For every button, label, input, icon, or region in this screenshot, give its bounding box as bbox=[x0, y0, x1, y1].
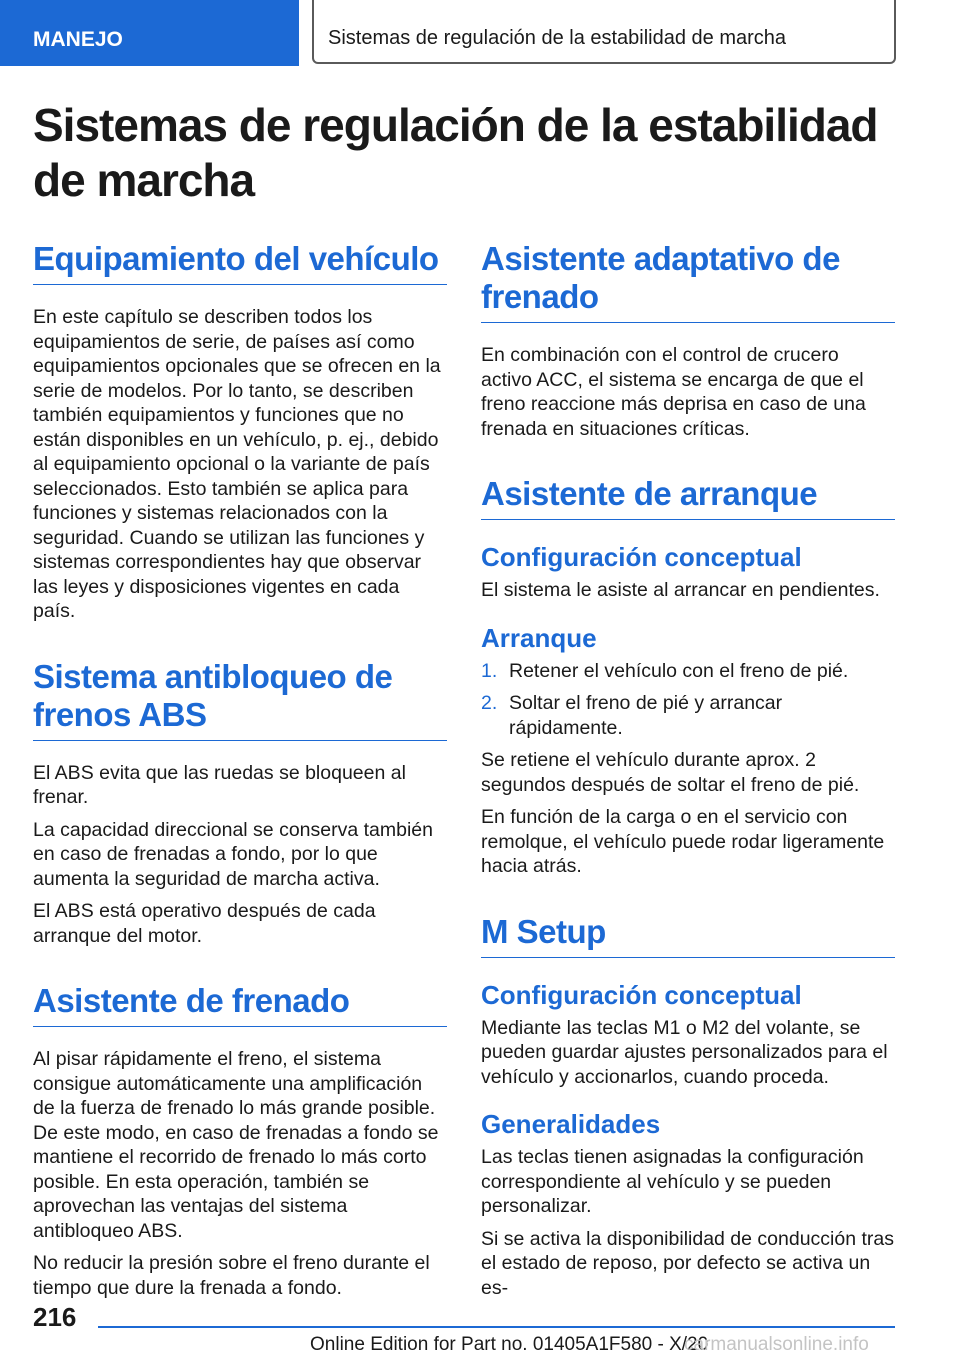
section-heading: Asistente de frenado bbox=[33, 982, 447, 1027]
subsection-generalidades bbox=[481, 1107, 895, 1300]
list-item bbox=[481, 659, 895, 684]
paragraph: Se retiene el vehículo durante aprox. 2 segundos después de soltar el freno de pié. bbox=[481, 749, 860, 796]
step-text: Retener el vehículo con el freno de pié. bbox=[509, 659, 849, 682]
section-heading: Asistente adaptativo de frenado bbox=[481, 240, 895, 323]
step-text: Soltar el freno de pié y arrancar rápidamente. bbox=[509, 692, 783, 739]
section-m-setup bbox=[481, 913, 895, 1301]
section-heading: Asistente de arranque bbox=[481, 475, 895, 520]
subsection-configuracion bbox=[481, 978, 895, 1090]
subsection-heading: Configuración conceptual bbox=[481, 542, 802, 572]
section-heading: Sistema antibloqueo de frenos ABS bbox=[33, 658, 447, 741]
paragraph: En este capítulo se describen todos los equipamientos de serie, de países así como equipamientos opcionales que se ofrecen en la serie de modelos. Por lo tanto, se describen también equipamientos y funciones que no están disponibles en un vehículo, p. ej., debido al equipamiento opcional o la variante de país seleccionados. Esto también se aplica para funciones y sistemas relacionados con la seguridad. Cuando se utilizan las funciones y sistemas correspondientes hay que observar las leyes y disposiciones vigentes en cada país. bbox=[33, 306, 441, 622]
section-heading: M Setup bbox=[481, 913, 895, 958]
paragraph: La capacidad direccional se conserva también en caso de frenadas a fondo, por lo que aumenta la seguridad de marcha activa. bbox=[33, 818, 433, 890]
step-number: 2. bbox=[481, 692, 498, 714]
section-asistente-arranque bbox=[481, 475, 895, 879]
right-column bbox=[481, 240, 895, 1334]
section-abs bbox=[33, 658, 447, 949]
chapter-tab: Sistemas de regulación de la estabilidad de marcha bbox=[312, 0, 896, 64]
paragraph: No reducir la presión sobre el freno durante el tiempo que dure la frenada a fondo. bbox=[33, 1252, 430, 1299]
section-heading: Equipamiento del vehículo bbox=[33, 240, 447, 285]
left-column bbox=[33, 240, 447, 1334]
paragraph: Mediante las teclas M1 o M2 del volante, se pueden guardar ajustes personalizados para el vehículo y accionarlos, cuando proceda. bbox=[481, 1016, 888, 1088]
section-equipamiento bbox=[33, 240, 447, 624]
paragraph: El ABS está operativo después de cada arranque del motor. bbox=[33, 900, 376, 947]
paragraph: En combinación con el control de crucero activo ACC, el sistema se encarga de que el freno reaccione más deprisa en caso de una frenada en situaciones críticas. bbox=[481, 344, 866, 440]
page-title: Sistemas de regulación de la estabilidad de marcha bbox=[33, 99, 878, 206]
page-number: 216 bbox=[33, 1302, 77, 1332]
step-number: 1. bbox=[481, 659, 498, 682]
paragraph: El sistema le asiste al arrancar en pendientes. bbox=[481, 579, 880, 601]
paragraph: Al pisar rápidamente el freno, el sistema consigue automáticamente una amplificación de la fuerza de frenado lo más grande posible. De este modo, en caso de frenadas a fondo se mantiene el recorrido de frenado lo más corto posible. En esta operación, también se aprovechan las ventajas del sistema antibloqueo ABS. bbox=[33, 1048, 439, 1242]
paragraph: Las teclas tienen asignadas la configuración correspondiente al vehículo y se pueden personalizar. bbox=[481, 1146, 864, 1217]
steps-list bbox=[481, 659, 895, 741]
footer-divider bbox=[98, 1326, 895, 1328]
paragraph: En función de la carga o en el servicio con remolque, el vehículo puede rodar ligeramente hacia atrás. bbox=[481, 806, 885, 877]
section-tab: MANEJO bbox=[0, 0, 299, 66]
subsection-configuracion bbox=[481, 540, 895, 603]
watermark: carmanualsonline.info bbox=[684, 1334, 869, 1355]
subsection-arranque bbox=[481, 621, 895, 879]
subsection-heading: Configuración conceptual bbox=[481, 979, 802, 1010]
paragraph: El ABS evita que las ruedas se bloqueen al frenar. bbox=[33, 761, 406, 808]
list-item bbox=[481, 691, 895, 740]
edition-note: Online Edition for Part no. 01405A1F580 - X/20 bbox=[310, 1334, 709, 1355]
subsection-heading: Arranque bbox=[481, 622, 597, 653]
paragraph: Si se activa la disponibilidad de conducción tras el estado de reposo, por defecto se activa un es- bbox=[481, 1227, 894, 1299]
section-asistente-adaptativo bbox=[481, 240, 895, 441]
subsection-heading: Generalidades bbox=[481, 1109, 661, 1139]
section-asistente-frenado bbox=[33, 982, 447, 1300]
page-header bbox=[0, 0, 960, 66]
